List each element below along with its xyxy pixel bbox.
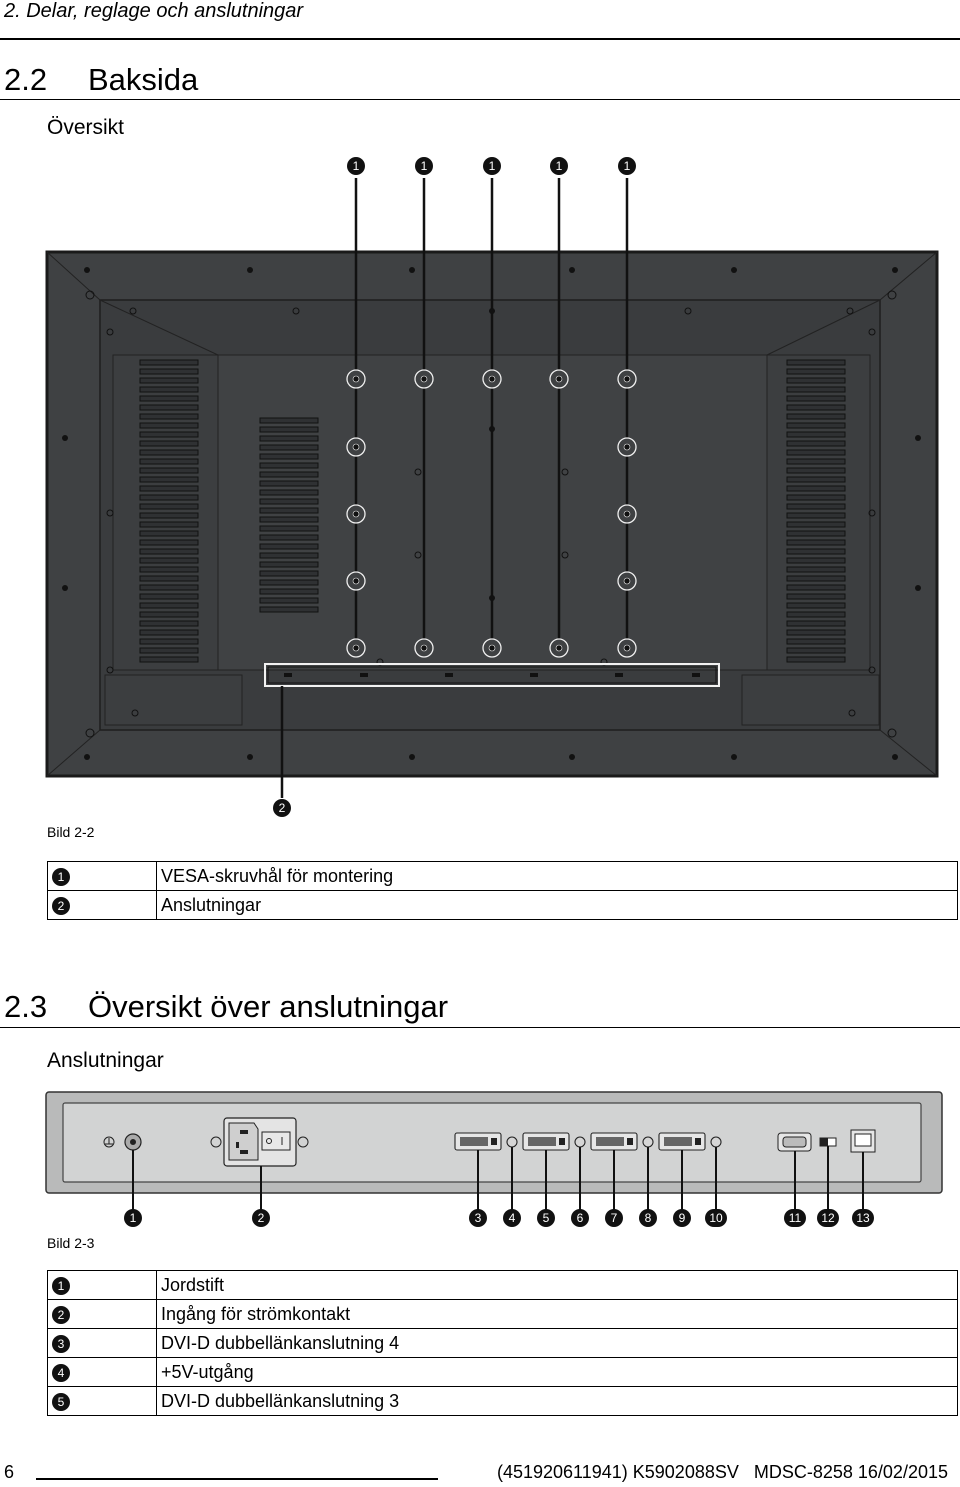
- table-row: [48, 1271, 958, 1300]
- legend-text: Ingång för strömkontakt: [157, 1300, 958, 1329]
- table-row: [48, 1387, 958, 1416]
- header-rule: [0, 38, 960, 40]
- callout-12: 12: [817, 1209, 839, 1227]
- section-22-number: 2.2: [4, 62, 48, 97]
- section-23-heading: [4, 989, 448, 1025]
- callout-vesa-1: 1: [347, 157, 365, 175]
- callout-vesa-2: 1: [415, 157, 433, 175]
- footer-rule: [36, 1478, 438, 1480]
- callout-9: 9: [673, 1209, 691, 1227]
- callout-7: 7: [605, 1209, 623, 1227]
- callout-10: 10: [705, 1209, 727, 1227]
- section-22-title: Baksida: [88, 62, 199, 97]
- callout-13: 13: [852, 1209, 874, 1227]
- legend-text: VESA-skruvhål för montering: [157, 862, 958, 891]
- section-23-number: 2.3: [4, 989, 48, 1024]
- table-row: [48, 862, 958, 891]
- legend-key: 1: [52, 1277, 70, 1295]
- figure-2-2-label: Bild 2-2: [47, 824, 95, 840]
- legend-table-2-2: [47, 861, 958, 920]
- legend-table-2-3: [47, 1270, 958, 1416]
- legend-key: 3: [52, 1335, 70, 1353]
- section-22-rule: [0, 99, 960, 100]
- callout-2: 2: [252, 1209, 270, 1227]
- callout-11: 11: [784, 1209, 806, 1227]
- callout-8: 8: [639, 1209, 657, 1227]
- footer-doc-info: (451920611941) K5902088SV MDSC-8258 16/02/2015: [496, 1462, 948, 1482]
- legend-text: Anslutningar: [157, 891, 958, 920]
- callout-vesa-4: 1: [550, 157, 568, 175]
- callout-4: 4: [503, 1209, 521, 1227]
- figure-2-3-label: Bild 2-3: [47, 1235, 95, 1251]
- legend-text: Jordstift: [157, 1271, 958, 1300]
- callout-vesa-5: 1: [618, 157, 636, 175]
- section-23-rule: [0, 1027, 960, 1028]
- legend-text: DVI-D dubbellänkanslutning 3: [157, 1387, 958, 1416]
- callout-5: 5: [537, 1209, 555, 1227]
- legend-text: DVI-D dubbellänkanslutning 4: [157, 1329, 958, 1358]
- callout-vesa-3: 1: [483, 157, 501, 175]
- running-header: 2. Delar, reglage och anslutningar: [4, 0, 304, 22]
- table-row: [48, 1329, 958, 1358]
- table-row: [48, 1358, 958, 1387]
- rear-view-figure: [0, 150, 960, 830]
- callout-1: 1: [124, 1209, 142, 1227]
- table-row: [48, 1300, 958, 1329]
- section-22-subheading: Översikt: [47, 116, 125, 139]
- legend-key: 5: [52, 1393, 70, 1411]
- legend-key: 2: [52, 897, 70, 915]
- legend-key: 2: [52, 1306, 70, 1324]
- page-number: 6: [4, 1462, 15, 1482]
- callout-3: 3: [469, 1209, 487, 1227]
- legend-key: 1: [52, 868, 70, 886]
- callout-connectors: 2: [273, 799, 291, 817]
- table-row: [48, 891, 958, 920]
- section-23-subheading: Anslutningar: [47, 1049, 164, 1072]
- section-22-heading: [4, 62, 198, 98]
- callout-6: 6: [571, 1209, 589, 1227]
- connector-panel-figure: [0, 1085, 960, 1210]
- section-23-title: Översikt över anslutningar: [88, 989, 449, 1024]
- legend-text: +5V-utgång: [157, 1358, 958, 1387]
- legend-key: 4: [52, 1364, 70, 1382]
